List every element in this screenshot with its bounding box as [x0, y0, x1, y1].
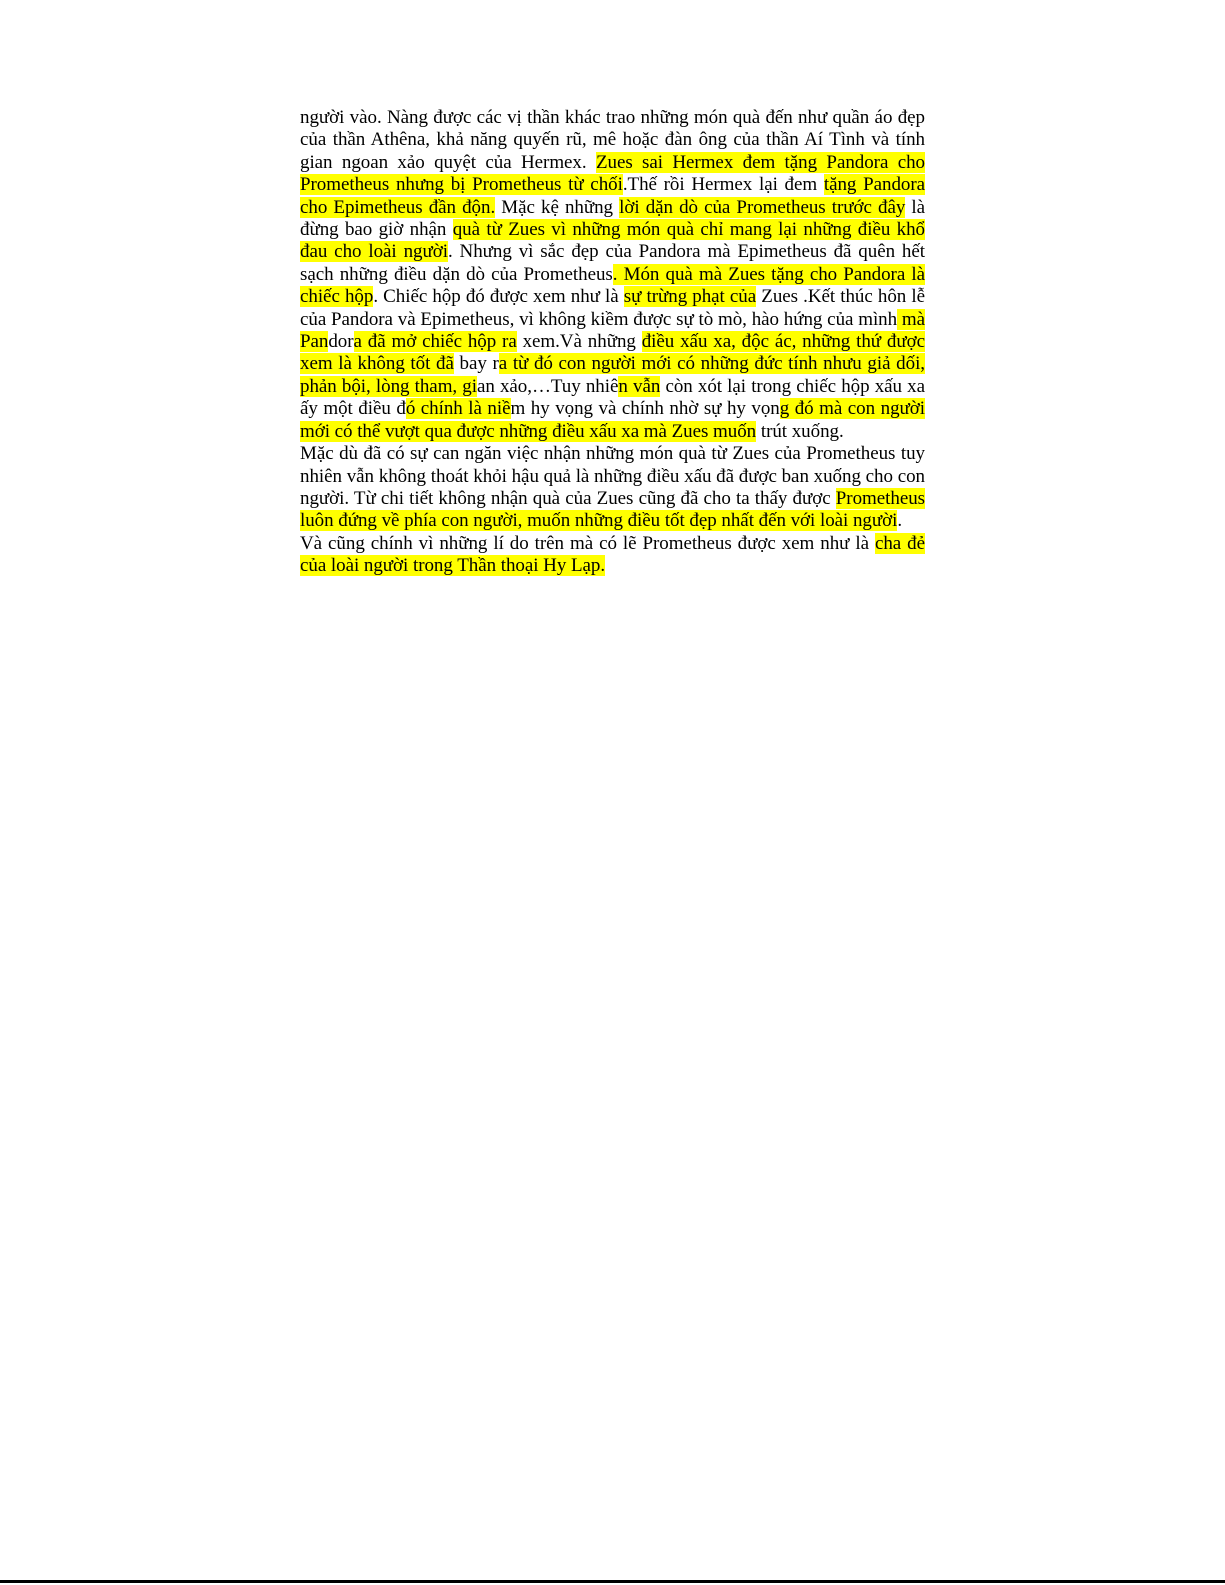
highlighted-text: a từ đó con người mới có những đức tính nhưu giả dối, phản bội, lòng tham, gi [300, 353, 925, 397]
paragraph [300, 533, 925, 578]
highlighted-text: mà Pan [300, 308, 925, 353]
body-text: Và cũng chính vì những lí do trên mà có lẽ Prometheus được xem như là [300, 532, 875, 554]
body-text: .Thế rồi Hermex lại đem [622, 174, 824, 196]
body-text: . [897, 510, 903, 532]
body-text: an xảo,…Tuy nhiê [476, 375, 619, 397]
body-text: bay r [453, 353, 499, 375]
body-text: trút xuống. [756, 420, 844, 442]
body-text: xem.Và những [516, 331, 642, 353]
highlighted-text: Prometheus luôn đứng về phía con người, muốn những điều tốt đẹp nhất đến với loài người [300, 487, 925, 532]
highlighted-text: a đã mở chiếc hộp ra [353, 331, 517, 353]
highlighted-text: quà từ Zues vì những món quà chỉ mang lại những điều khổ đau cho loài người [300, 219, 926, 263]
highlighted-text: n vẫn [618, 375, 661, 397]
body-text: Mặc kệ những [495, 196, 620, 218]
highlighted-text: ó chính là niề [405, 398, 511, 420]
body-text: . Nhưng vì sắc đẹp của Pandora mà Epimetheus đã quên hết sạch những điều dặn dò của Prometheus [300, 241, 925, 285]
body-text: Zues .Kết thúc hôn lễ của Pandora và Epimetheus, vì không kiềm được sự tò mò, hào hứng của mình [300, 286, 925, 330]
page-bottom-divider [0, 1580, 1225, 1583]
highlighted-text: Zues sai Hermex đem tặng Pandora cho Prometheus nhưng bị Prometheus từ chối [300, 151, 925, 196]
highlighted-text: điều xấu xa, độc ác, những thứ được xem là không tốt đã [300, 331, 925, 375]
highlighted-text: lời dặn dò của Prometheus trước đây [619, 196, 906, 218]
body-text: còn xót lại trong chiếc hộp xấu xa ấy một điều đ [300, 375, 925, 420]
highlighted-text: sự trừng phạt của [623, 286, 757, 308]
highlighted-text: g đó mà con người mới có thể vượt qua được những điều xấu xa mà Zues muốn [300, 398, 925, 442]
highlighted-text: tặng Pandora cho Epimetheus đần độn. [300, 174, 926, 218]
body-text: m hy vọng và chính nhờ sự hy vọn [510, 398, 780, 420]
body-text: người vào. Nàng được các vị thần khác trao những món quà đến như quần áo đẹp của thần Athêna, khả năng quyến rũ, mê hoặc đàn ông của thần Aí Tình và tính gian ngoan xảo quyệt của Hermex. [300, 107, 925, 173]
highlighted-text: . Món quà mà Zues tặng cho Pandora là chiếc hộp [300, 263, 925, 308]
highlighted-text: cha đẻ của loài người trong Thần thoại Hy Lạp. [300, 532, 925, 577]
body-text: . Chiếc hộp đó được xem như là [373, 286, 624, 308]
body-text: Mặc dù đã có sự can ngăn việc nhận những món quà từ Zues của Prometheus tuy nhiên vẫn không thoát khỏi hậu quả là những điều xấu đã được ban xuống cho con người. Từ chi tiết không nhận quà của Zues cũng đã cho ta thấy được [300, 443, 925, 509]
body-text: là đừng bao giờ nhận [300, 196, 926, 241]
paragraph [300, 443, 925, 533]
document-body [300, 107, 925, 578]
paragraph [300, 107, 925, 443]
body-text: dor [328, 331, 354, 353]
